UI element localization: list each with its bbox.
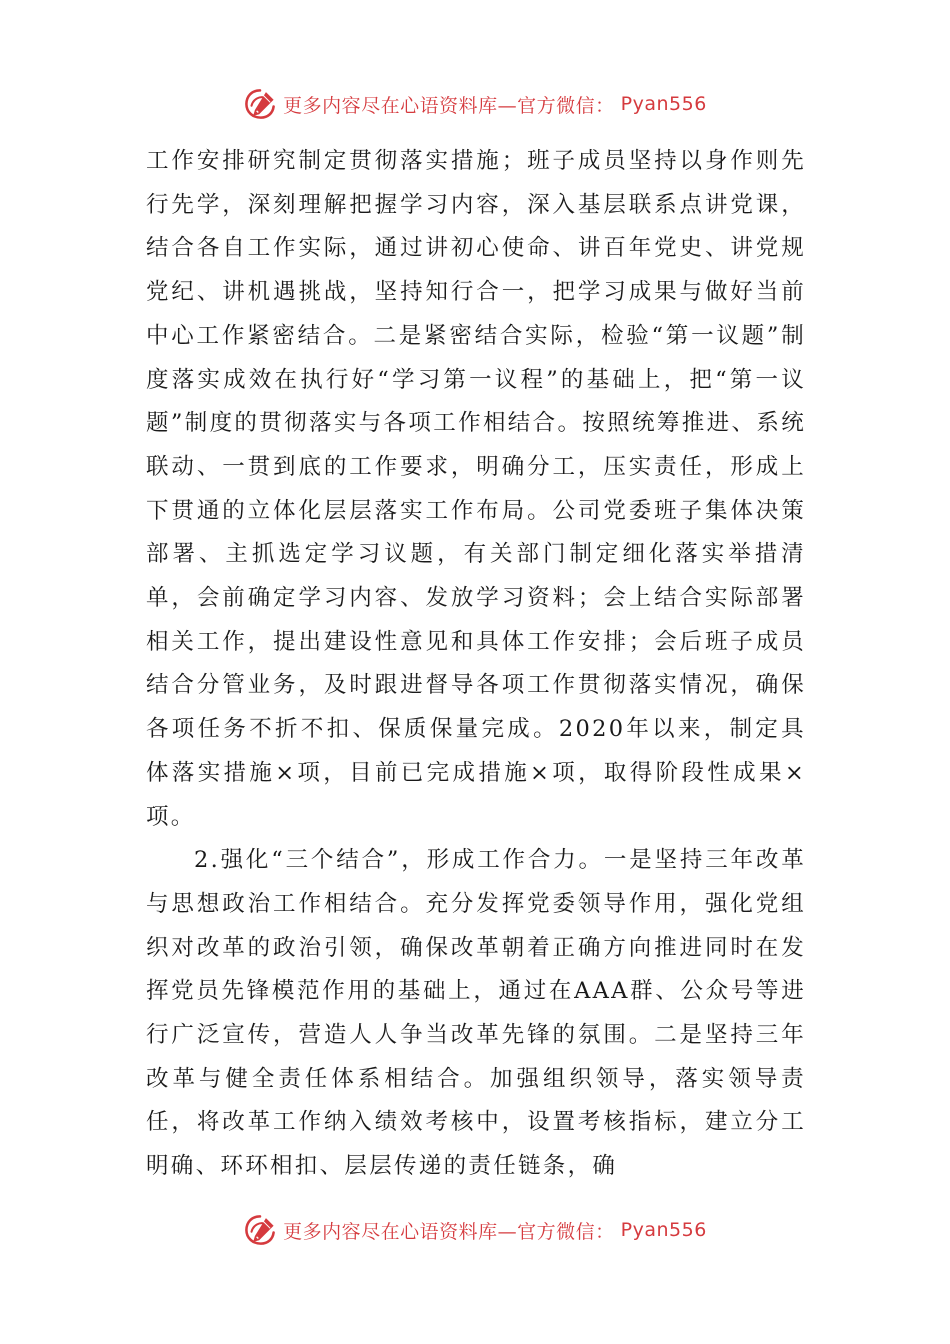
wechat-id: Pyan556 — [620, 1219, 707, 1241]
pen-swirl-logo-icon — [243, 1213, 277, 1247]
header-banner — [0, 82, 950, 126]
document-body — [146, 140, 806, 1189]
pen-swirl-logo-icon — [243, 87, 277, 121]
banner-text: 更多内容尽在心语资料库—官方微信： — [283, 1220, 615, 1243]
body-paragraph-2: 2.强化“三个结合”，形成工作合力。一是坚持三年改革与思想政治工作相结合。充分发挥党委领导作用，强化党组织对改革的政治引领，确保改革朝着正确方向推进同时在发挥党员先锋模范作用的基础上，通过在AAA群、公众号等进行广泛宣传，营造人人争当改革先锋的氛围。二是坚持三年改革与健全责任体系相结合。加强组织领导，落实领导责任，将改革工作纳入绩效考核中，设置考核指标，建立分工明确、环环相扣、层层传递的责任链条，确 — [146, 847, 806, 1180]
footer-banner — [0, 1208, 950, 1252]
body-paragraph-1: 工作安排研究制定贯彻落实措施；班子成员坚持以身作则先行先学，深刻理解把握学习内容，深入基层联系点讲党课，结合各自工作实际，通过讲初心使命、讲百年党史、讲党规党纪、讲机遇挑战，坚持知行合一，把学习成果与做好当前中心工作紧密结合。二是紧密结合实际，检验“第一议题”制度落实成效在执行好“学习第一议程”的基础上，把“第一议题”制度的贯彻落实与各项工作相结合。按照统筹推进、系统联动、一贯到底的工作要求，明确分工，压实责任，形成上下贯通的立体化层层落实工作布局。公司党委班子集体决策部署、主抓选定学习议题，有关部门制定细化落实举措清单，会前确定学习内容、发放学习资料；会上结合实际部署相关工作，提出建设性意见和具体工作安排；会后班子成员结合分管业务，及时跟进督导各项工作贯彻落实情况，确保各项任务不折不扣、保质保量完成。2020年以来，制定具体落实措施×项，目前已完成措施×项，取得阶段性成果×项。 — [146, 148, 806, 830]
banner-text: 更多内容尽在心语资料库—官方微信： — [283, 94, 615, 117]
wechat-id: Pyan556 — [620, 93, 707, 115]
